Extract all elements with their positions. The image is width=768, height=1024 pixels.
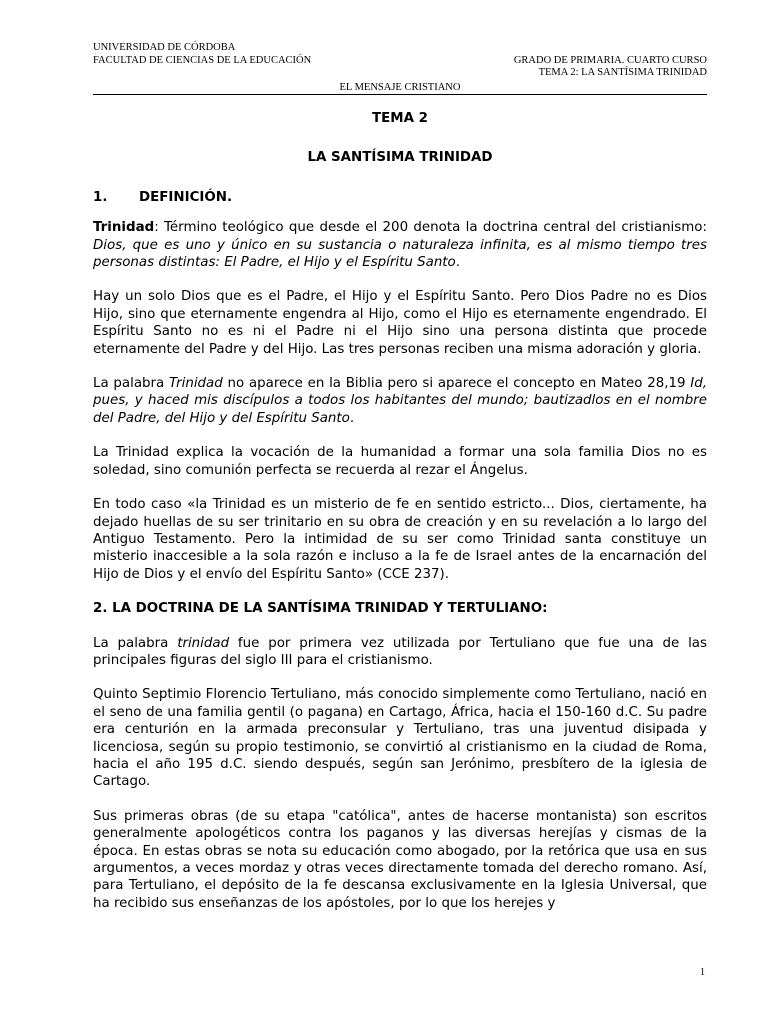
term-trinidad: Trinidad — [93, 220, 155, 236]
definition-italic: Dios, que es uno y único en su sustancia o naturaleza infinita, es al mismo tiempo tres personas distintas: El Padre, el Hijo y el Espíritu Santo — [93, 237, 707, 271]
tema-number: TEMA 2 — [372, 111, 428, 126]
paragraph-vocation: La Trinidad explica la vocación de la humanidad a formar una sola familia Dios no es soledad, sino comunión perfecta se recuerda al rezar el Ángelus. — [93, 445, 707, 478]
bible-end: . — [349, 410, 355, 426]
tertullian-start: La palabra — [93, 635, 178, 651]
header-degree: GRADO DE PRIMARIA. CUARTO CURSO — [513, 54, 707, 66]
section-1-heading — [93, 189, 707, 206]
tertullian-end: fue por primera vez utilizada por Tertuliano que fue una de las principales figuras del siglo III para el cristianismo. — [93, 635, 707, 668]
definition-text: : Término teológico que desde el 200 denota la doctrina central del cristianismo: — [154, 220, 707, 236]
bible-quote: Id, pues, y haced mis discípulos a todos los habitantes del mundo; bautizadlos en el nombre del Padre, del Hijo y del Espíritu Santo — [93, 376, 707, 426]
document-body — [93, 110, 707, 912]
paragraph-bible — [93, 375, 707, 427]
paragraph-one-god: Hay un solo Dios que es el Padre, el Hijo y el Espíritu Santo. Pero Dios Padre no es Dios Hijo, sino que eternamente engendra al Hijo, como el Hijo es eternamente engendrado. El Espíritu Santo no es ni el Padre ni el Hijo sino una persona distinta que procede eternamente del Padre y del Hijo. Las tres personas reciben una misma adoración y gloria. — [93, 289, 707, 357]
paragraph-early-works: Sus primeras obras (de su etapa "católica", antes de hacerse montanista) son escritos generalmente apologéticos contra los paganos y las diversas herejías y cismas de la época. En estas obras se nota su educación como abogado, por la retórica que usa en sus argumentos, a veces mordaz y otras veces directamente tomada del derecho romano. Así, para Tertuliano, el depósito de la fe descansa exclusivamente en la Iglesia Universal, que ha recibido sus enseñanzas de los apóstoles, por lo que los herejes y — [93, 808, 707, 911]
paragraph-mystery: En todo caso «la Trinidad es un misterio de fe en sentido estricto... Dios, ciertamente, ha dejado huellas de su ser trinitario en su obra de creación y en su revelación a lo largo del Antiguo Testamento. Pero la intimidad de su ser como Trinidad santa constituye un misterio inaccesible a la sola razón e incluso a la fe de Israel antes de la encarnación del Hijo de Dios y el envío del Espíritu Santo» (CCE 237). — [93, 497, 707, 582]
bible-middle: no aparece en la Biblia pero si aparece el concepto en Mateo 28,19 — [222, 376, 691, 392]
page-header — [93, 42, 707, 95]
section-1-number: 1. — [93, 189, 108, 205]
paragraph-definition — [93, 219, 707, 271]
section-2-heading: 2. LA DOCTRINA DE LA SANTÍSIMA TRINIDAD Y TERTULIANO: — [93, 601, 548, 617]
header-university: UNIVERSIDAD DE CÓRDOBA — [93, 42, 236, 53]
document-title: LA SANTÍSIMA TRINIDAD — [307, 150, 493, 166]
tertullian-word: trinidad — [177, 635, 230, 651]
header-faculty: FACULTAD DE CIENCIAS DE LA EDUCACIÓN — [93, 54, 312, 66]
section-1-title: DEFINICIÓN. — [139, 189, 233, 205]
paragraph-tertullian-word — [93, 635, 707, 670]
bible-start: La palabra — [93, 376, 169, 392]
header-topic: TEMA 2: LA SANTÍSIMA TRINIDAD — [538, 67, 707, 78]
bible-word: Trinidad — [168, 376, 223, 392]
paragraph-tertullian-bio: Quinto Septimio Florencio Tertuliano, más conocido simplemente como Tertuliano, nació en el seno de una familia gentil (o pagana) en Cartago, África, hacia el 150-160 d.C. Su padre era centurión en la armada preconsular y Tertuliano, tras una juventud disipada y licenciosa, según su propio testimonio, se convirtió al cristianismo en la ciudad de Roma, hacia el año 195 d.C. siendo después, según san Jerónimo, presbítero de la iglesia de Cartago. — [93, 687, 707, 790]
header-course: EL MENSAJE CRISTIANO — [93, 82, 707, 95]
page-number: 1 — [700, 967, 705, 978]
definition-end: . — [455, 255, 461, 271]
